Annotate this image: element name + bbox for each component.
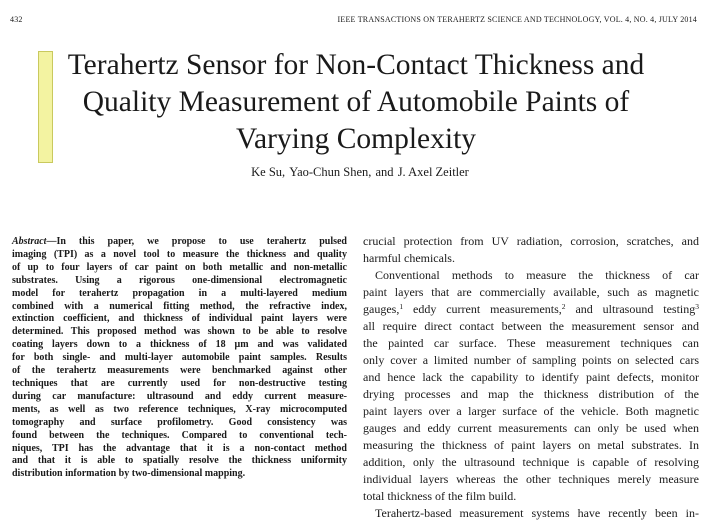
body-line: crucial protection from UV radiation, corrosion, scratches, and: [363, 234, 699, 248]
body-line: Terahertz-based measurement systems have recently been in-: [375, 506, 699, 520]
abstract-line: tomography and surface profilometry. Good consistency was: [12, 416, 347, 428]
abstract-text: In this paper, we propose to use terahertz pulsed: [56, 236, 347, 247]
body-line: addition, only the ultrasound technique is capable of resolving: [363, 455, 699, 469]
author-name: Yao-Chun Shen,: [289, 165, 372, 179]
abstract-line: [12, 236, 347, 249]
footnote-ref[interactable]: 2: [561, 302, 566, 311]
body-line: paint layers over a larger surface of the vehicle. Both magnetic: [363, 404, 699, 418]
abstract-line: coating layers down to a thickness of 18 μm and was validated: [12, 339, 347, 351]
body-line: all require direct contact between the measurement sensor and: [363, 319, 699, 333]
body-line: total thickness of the film build.: [363, 489, 517, 503]
abstract-line: distribution information by two-dimensional mapping.: [12, 468, 246, 480]
body-line: [363, 301, 699, 318]
body-text-column: [363, 233, 699, 522]
journal-header: IEEE TRANSACTIONS ON TERAHERTZ SCIENCE AND TECHNOLOGY, VOL. 4, NO. 4, JULY 2014: [337, 15, 697, 24]
abstract-line: model for terahertz propagation in a multi-layered medium: [12, 287, 347, 299]
body-text: gauges,: [363, 302, 400, 316]
abstract-line: combined with a numerical fitting method, the refractive index,: [12, 300, 347, 312]
footnote-ref[interactable]: 1: [399, 302, 404, 311]
abstract-line: substrates. Using a rigorous one-dimensional electromagnetic: [12, 274, 347, 286]
body-text: eddy current measurements,: [403, 302, 562, 316]
abstract-line: imaging (TPI) as a novel tool to measure the thickness and quality: [12, 248, 347, 260]
author-conjunction: and: [375, 165, 394, 179]
abstract-line: of up to four layers of car paint on both metallic and non-metallic: [12, 261, 347, 273]
abstract-line: during car manufacture: ultrasound and eddy current measure-: [12, 390, 347, 402]
abstract-dash: —: [46, 236, 57, 247]
abstract-line: extinction coefficient, and thickness of individual paint layers were: [12, 313, 347, 325]
body-line: Conventional methods to measure the thickness of car: [375, 268, 699, 282]
abstract: [12, 236, 347, 481]
page-number: 432: [10, 15, 23, 24]
abstract-line: for both single- and multi-layer automobile paint samples. Results: [12, 352, 347, 364]
abstract-label: Abstract: [12, 236, 47, 247]
title-line: Quality Measurement of Automobile Paints of: [82, 86, 630, 118]
abstract-line: of the terahertz measurements were benchmarked against other: [12, 365, 347, 377]
body-line: and hence lack the capability to identify paint defects, monitor: [363, 370, 699, 384]
abstract-line: determined. This proposed method was shown to be able to resolve: [12, 326, 347, 338]
title-line: Varying Complexity: [235, 123, 477, 155]
abstract-line: techniques that are currently used for non-destructive testing: [12, 377, 347, 389]
abstract-line: niques, TPI has the advantage that it is a non-contact method: [12, 442, 347, 454]
body-line: gauges and eddy current measurements can only be used when: [363, 421, 699, 435]
abstract-line: ments, as well as two reference techniques, X-ray microcomputed: [12, 403, 347, 415]
author-list: [0, 165, 721, 180]
body-line: harmful chemicals.: [363, 251, 455, 265]
author-name: Ke Su,: [251, 165, 286, 179]
body-line: paint layers that are commercially available, such as magnetic: [363, 285, 699, 299]
body-line: individual layers whereas the other techniques merely measure: [363, 472, 699, 486]
body-text: and ultrasound testing: [565, 302, 696, 316]
paper-title: [26, 47, 686, 158]
title-line: Terahertz Sensor for Non-Contact Thickness and: [67, 49, 645, 81]
author-name: J. Axel Zeitler: [397, 165, 469, 179]
body-line: drying processes and map the thickness distribution of the: [363, 387, 699, 401]
footnote-ref[interactable]: 3: [695, 302, 700, 311]
abstract-line: and that it is able to spatially resolve the thickness uniformity: [12, 455, 347, 467]
body-line: only cover a limited number of sampling points on selected cars: [363, 353, 699, 367]
abstract-line: found between the techniques. Compared to conventional tech-: [12, 429, 347, 441]
body-line: measuring the thickness of paint layers on metal substrates. In: [363, 438, 699, 452]
body-line: the painted car surface. These measurement techniques can: [363, 336, 699, 350]
